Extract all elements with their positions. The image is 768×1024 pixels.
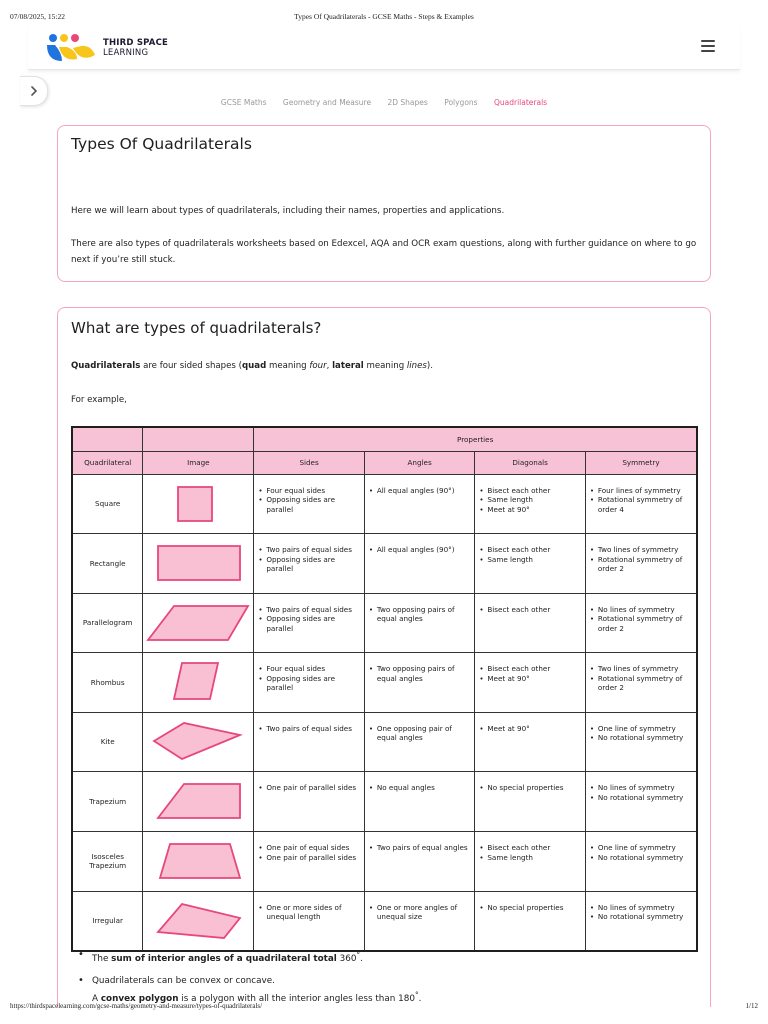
column-header-angles: Angles bbox=[364, 451, 475, 474]
angles-cell bbox=[364, 712, 475, 772]
symmetry-cell bbox=[585, 534, 697, 594]
symmetry-item: • Two lines of symmetry bbox=[590, 664, 692, 674]
third-space-learning-logo[interactable] bbox=[45, 31, 101, 65]
diagonals-item: • Same length bbox=[479, 495, 581, 505]
note-convex-concave: • Quadrilaterals can be convex or concave. A convex polygon is a polygon with all the interior angles less than 180°. bbox=[78, 974, 421, 1006]
rectangle-shape bbox=[144, 534, 252, 590]
quadrilateral-name: Irregular bbox=[72, 891, 143, 951]
column-header-symmetry: Symmetry bbox=[585, 451, 697, 474]
symmetry-list bbox=[590, 903, 692, 922]
diagonals-item: • Bisect each other bbox=[479, 486, 581, 496]
shape-image-cell bbox=[143, 534, 254, 594]
sides-list bbox=[258, 605, 360, 634]
sides-item: • One pair of parallel sides bbox=[258, 783, 360, 793]
symmetry-cell bbox=[585, 772, 697, 832]
sides-item: • One pair of parallel sides bbox=[258, 853, 360, 863]
sides-item: • Opposing sides are parallel bbox=[258, 555, 360, 574]
diagonals-cell bbox=[475, 474, 586, 534]
hamburger-menu-icon[interactable] bbox=[701, 40, 715, 52]
symmetry-item: • Four lines of symmetry bbox=[590, 486, 692, 496]
table-row bbox=[72, 653, 697, 713]
symmetry-list bbox=[590, 664, 692, 693]
column-header-sides: Sides bbox=[254, 451, 365, 474]
page-title: Types Of Quadrilaterals bbox=[71, 135, 252, 153]
symmetry-item: • No lines of symmetry bbox=[590, 605, 692, 615]
print-page-title: Types Of Quadrilaterals - GCSE Maths - Steps & Examples bbox=[294, 12, 474, 21]
table-row bbox=[72, 534, 697, 594]
parallelogram-shape bbox=[144, 594, 252, 650]
symmetry-list bbox=[590, 486, 692, 515]
shape-image-cell bbox=[143, 712, 254, 772]
diagonals-cell bbox=[475, 534, 586, 594]
sides-item: • One pair of equal sides bbox=[258, 843, 360, 853]
angles-item: • Two opposing pairs of equal angles bbox=[369, 605, 471, 624]
sides-item: • One or more sides of unequal length bbox=[258, 903, 360, 922]
sides-cell bbox=[254, 891, 365, 951]
breadcrumb-geometry-and-measure[interactable]: Geometry and Measure bbox=[282, 98, 372, 107]
sides-list bbox=[258, 664, 360, 693]
irregular-polygon bbox=[158, 904, 240, 938]
diagonals-cell bbox=[475, 712, 586, 772]
symmetry-cell bbox=[585, 891, 697, 951]
symmetry-item: • No rotational symmetry bbox=[590, 853, 692, 863]
column-header-image: Image bbox=[143, 451, 254, 474]
quadrilateral-name: Parallelogram bbox=[72, 593, 143, 653]
definition-card bbox=[57, 307, 711, 1007]
rhombus-shape bbox=[144, 653, 252, 709]
angles-list bbox=[369, 903, 471, 922]
symmetry-item: • No rotational symmetry bbox=[590, 733, 692, 743]
angles-cell bbox=[364, 474, 475, 534]
trapezium-shape bbox=[144, 772, 252, 828]
diagonals-item: • Meet at 90° bbox=[479, 505, 581, 515]
sides-cell bbox=[254, 712, 365, 772]
isosceles-trapezium-shape bbox=[144, 832, 252, 888]
symmetry-item: • Two lines of symmetry bbox=[590, 545, 692, 555]
note-interior-angles: • The sum of interior angles of a quadrilateral total 360°. bbox=[78, 948, 421, 966]
symmetry-list bbox=[590, 783, 692, 802]
diagonals-cell bbox=[475, 593, 586, 653]
angles-item: • No equal angles bbox=[369, 783, 471, 793]
angles-cell bbox=[364, 593, 475, 653]
table-body bbox=[72, 474, 697, 951]
kite-shape bbox=[144, 713, 252, 769]
symmetry-item: • No lines of symmetry bbox=[590, 783, 692, 793]
brand-name bbox=[103, 38, 168, 58]
symmetry-item: • Rotational symmetry of order 2 bbox=[590, 555, 692, 574]
sides-list bbox=[258, 545, 360, 574]
angles-cell bbox=[364, 832, 475, 892]
rectangle-polygon bbox=[158, 546, 240, 580]
diagonals-item: • No special properties bbox=[479, 783, 581, 793]
isosceles-trapezium-polygon bbox=[160, 844, 240, 878]
breadcrumb-quadrilaterals[interactable]: Quadrilaterals bbox=[493, 98, 548, 107]
symmetry-cell bbox=[585, 832, 697, 892]
shape-image-cell bbox=[143, 832, 254, 892]
angles-cell bbox=[364, 653, 475, 713]
sides-item: • Two pairs of equal sides bbox=[258, 605, 360, 615]
diagonals-list bbox=[479, 545, 581, 564]
diagonals-item: • Bisect each other bbox=[479, 664, 581, 674]
shape-image-cell bbox=[143, 474, 254, 534]
sides-list bbox=[258, 486, 360, 515]
angles-item: • Two pairs of equal angles bbox=[369, 843, 471, 853]
symmetry-item: • One line of symmetry bbox=[590, 843, 692, 853]
rhombus-polygon bbox=[174, 663, 218, 699]
print-page-number: 1/12 bbox=[745, 1002, 758, 1010]
diagonals-list bbox=[479, 783, 581, 793]
breadcrumb bbox=[0, 98, 768, 107]
angles-list bbox=[369, 843, 471, 853]
angles-item: • One or more angles of unequal size bbox=[369, 903, 471, 922]
diagonals-item: • Meet at 90° bbox=[479, 724, 581, 734]
diagonals-list bbox=[479, 843, 581, 862]
intro-card bbox=[57, 125, 711, 282]
header-empty-1 bbox=[72, 427, 143, 451]
term-quadrilaterals: Quadrilaterals bbox=[71, 361, 141, 371]
print-datetime: 07/08/2025, 15:22 bbox=[10, 12, 66, 21]
definition-text: Quadrilaterals are four sided shapes (quad meaning four, lateral meaning lines). bbox=[71, 361, 433, 371]
angles-cell bbox=[364, 534, 475, 594]
column-header-diagonals: Diagonals bbox=[475, 451, 586, 474]
section-heading: What are types of quadrilaterals? bbox=[71, 319, 322, 337]
quadrilateral-name: Trapezium bbox=[72, 772, 143, 832]
print-url: https://thirdspacelearning.com/gcse-maths/geometry-and-measure/types-of-quadrilaterals/ bbox=[10, 1002, 263, 1010]
angles-list bbox=[369, 486, 471, 496]
symmetry-item: • No rotational symmetry bbox=[590, 793, 692, 803]
header-empty-2 bbox=[143, 427, 254, 451]
angles-list bbox=[369, 664, 471, 683]
quadrilateral-name: Square bbox=[72, 474, 143, 534]
worksheets-paragraph: There are also types of quadrilaterals worksheets based on Edexcel, AQA and OCR exam questions, along with further guidance on where to go next if you’re still stuck. bbox=[71, 239, 697, 265]
sides-cell bbox=[254, 832, 365, 892]
angles-list bbox=[369, 545, 471, 555]
sides-item: • Four equal sides bbox=[258, 664, 360, 674]
sides-item: • Two pairs of equal sides bbox=[258, 545, 360, 555]
symmetry-list bbox=[590, 724, 692, 743]
angles-cell bbox=[364, 891, 475, 951]
quadrilateral-name: Rhombus bbox=[72, 653, 143, 713]
breadcrumb-gcse-maths[interactable]: GCSE Maths bbox=[220, 98, 267, 107]
diagonals-cell bbox=[475, 832, 586, 892]
sides-item: • Opposing sides are parallel bbox=[258, 614, 360, 633]
sides-item: • Two pairs of equal sides bbox=[258, 724, 360, 734]
symmetry-item: • Rotational symmetry of order 2 bbox=[590, 614, 692, 633]
sides-cell bbox=[254, 653, 365, 713]
symmetry-item: • Rotational symmetry of order 4 bbox=[590, 495, 692, 514]
example-label: For example, bbox=[71, 395, 127, 405]
site-header bbox=[28, 28, 740, 70]
quadrilateral-name: Kite bbox=[72, 712, 143, 772]
table-row bbox=[72, 891, 697, 951]
diagonals-item: • No special properties bbox=[479, 903, 581, 913]
table-row bbox=[72, 474, 697, 534]
chevron-right-icon bbox=[30, 86, 38, 96]
diagonals-item: • Bisect each other bbox=[479, 545, 581, 555]
diagonals-item: • Meet at 90° bbox=[479, 674, 581, 684]
angles-list bbox=[369, 605, 471, 624]
square-shape bbox=[144, 475, 252, 531]
intro-paragraph: Here we will learn about types of quadrilaterals, including their names, properties and applications. bbox=[71, 206, 505, 216]
header-properties: Properties bbox=[254, 427, 697, 451]
angles-list bbox=[369, 724, 471, 743]
symmetry-item: • Rotational symmetry of order 2 bbox=[590, 674, 692, 693]
symmetry-item: • No rotational symmetry bbox=[590, 912, 692, 922]
brand-line1: THIRD SPACE bbox=[103, 38, 169, 48]
symmetry-item: • One line of symmetry bbox=[590, 724, 692, 734]
diagonals-list bbox=[479, 605, 581, 615]
shape-image-cell bbox=[143, 593, 254, 653]
symmetry-cell bbox=[585, 474, 697, 534]
symmetry-list bbox=[590, 545, 692, 574]
sides-list bbox=[258, 843, 360, 862]
symmetry-item: • No lines of symmetry bbox=[590, 903, 692, 913]
table-row bbox=[72, 593, 697, 653]
shape-image-cell bbox=[143, 891, 254, 951]
angles-item: • One opposing pair of equal angles bbox=[369, 724, 471, 743]
diagonals-item: • Bisect each other bbox=[479, 843, 581, 853]
sides-list bbox=[258, 724, 360, 734]
sides-list bbox=[258, 903, 360, 922]
diagonals-list bbox=[479, 486, 581, 515]
sides-cell bbox=[254, 474, 365, 534]
angles-list bbox=[369, 783, 471, 793]
kite-polygon bbox=[154, 723, 240, 759]
breadcrumb-polygons[interactable]: Polygons bbox=[444, 98, 478, 107]
quadrilateral-properties-table bbox=[71, 426, 698, 952]
angles-cell bbox=[364, 772, 475, 832]
brand-line2: LEARNING bbox=[103, 48, 149, 58]
angles-item: • All equal angles (90°) bbox=[369, 486, 471, 496]
symmetry-list bbox=[590, 843, 692, 862]
diagonals-cell bbox=[475, 772, 586, 832]
quadrilateral-name: Rectangle bbox=[72, 534, 143, 594]
symmetry-cell bbox=[585, 712, 697, 772]
print-header bbox=[0, 12, 768, 24]
diagonals-cell bbox=[475, 891, 586, 951]
square-polygon bbox=[178, 487, 212, 521]
irregular-shape bbox=[144, 892, 252, 948]
sides-cell bbox=[254, 772, 365, 832]
diagonals-list bbox=[479, 903, 581, 913]
diagonals-item: • Same length bbox=[479, 555, 581, 565]
shape-image-cell bbox=[143, 653, 254, 713]
sides-cell bbox=[254, 593, 365, 653]
table-row bbox=[72, 712, 697, 772]
symmetry-cell bbox=[585, 653, 697, 713]
breadcrumb-2d-shapes[interactable]: 2D Shapes bbox=[387, 98, 428, 107]
table-row bbox=[72, 772, 697, 832]
sides-item: • Opposing sides are parallel bbox=[258, 674, 360, 693]
diagonals-list bbox=[479, 724, 581, 734]
print-footer bbox=[0, 1002, 768, 1014]
diagonals-item: • Bisect each other bbox=[479, 605, 581, 615]
angles-item: • All equal angles (90°) bbox=[369, 545, 471, 555]
parallelogram-polygon bbox=[148, 606, 248, 640]
shape-image-cell bbox=[143, 772, 254, 832]
diagonals-item: • Same length bbox=[479, 853, 581, 863]
sides-list bbox=[258, 783, 360, 793]
diagonals-list bbox=[479, 664, 581, 683]
column-header-quadrilateral: Quadrilateral bbox=[72, 451, 143, 474]
symmetry-cell bbox=[585, 593, 697, 653]
diagonals-cell bbox=[475, 653, 586, 713]
quadrilateral-name: Isosceles Trapezium bbox=[72, 832, 143, 892]
angles-item: • Two opposing pairs of equal angles bbox=[369, 664, 471, 683]
sides-item: • Opposing sides are parallel bbox=[258, 495, 360, 514]
table-row bbox=[72, 832, 697, 892]
symmetry-list bbox=[590, 605, 692, 634]
sides-cell bbox=[254, 534, 365, 594]
sides-item: • Four equal sides bbox=[258, 486, 360, 496]
trapezium-polygon bbox=[158, 784, 240, 818]
